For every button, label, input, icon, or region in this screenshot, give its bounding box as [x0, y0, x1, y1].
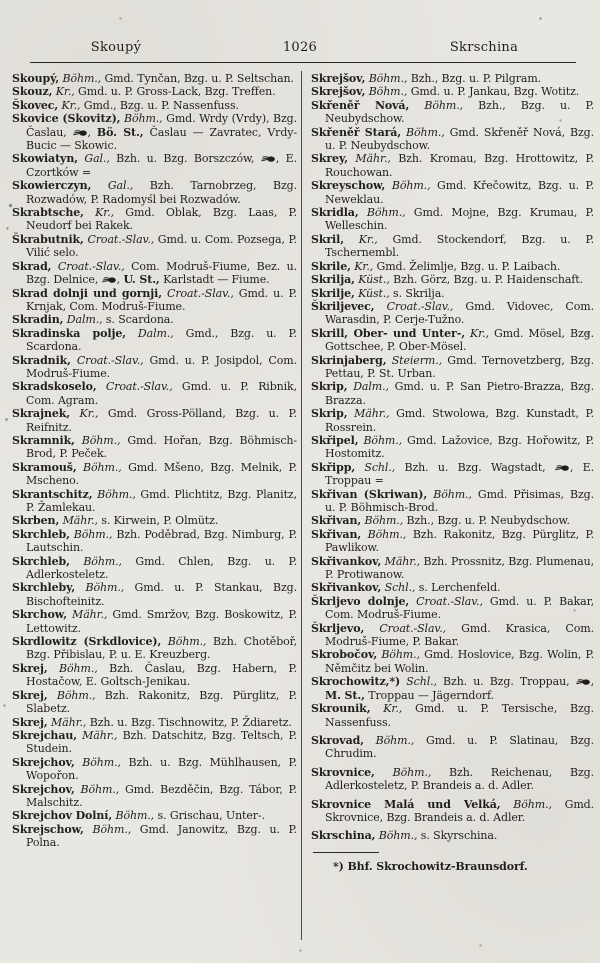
entry: Skreyschow, Böhm., Gmd. Křečowitz, Bzg. u. P. Neweklau. [311, 179, 595, 206]
entry: Skřivan, Böhm., Bzh., Bzg. u. P. Neubydschow. [311, 514, 570, 528]
entry: Skrad dolnji und gornji, Croat.-Slav., Gmd. u. P. Krnjak, Com. Modruš-Fiume. [12, 286, 297, 313]
entry: Skramouš, Böhm., Gmd. Mšeno, Bzg. Melnik, P. Mscheno. [12, 460, 297, 488]
entry: Skřivan (Skriwan), Böhm., Gmd. Přisimas, Bzg. u. P. Böhmisch-Brod. [311, 487, 594, 514]
entry: Skrip, Dalm., Gmd. u. P. San Pietro-Brazza, Bzg. Brazza. [311, 380, 594, 407]
entry: Skradin, Dalm., s. Scardona. [12, 313, 174, 327]
entry: Skrounik, Kr., Gmd. u. P. Tersische, Bzg. Nassenfuss. [311, 702, 594, 729]
entry: Skrej, Böhm., Bzh. Rakonitz, Bzg. Pürglitz, P. Slabetz. [12, 688, 297, 716]
entry: Skrile, Kr., Gmd. Želimlje, Bzg. u. P. Laibach. [311, 259, 561, 273]
entry: Skrajnek, Kr., Gmd. Gross-Pölland, Bzg. u. P. Reifnitz. [12, 407, 297, 434]
right-column [311, 72, 594, 873]
entry: Škrljevo, Croat.-Slav., Gmd. Krasica, Com. Modruš-Fiume, P. Bakar. [311, 621, 594, 649]
entry: Skřeněř Nová, Böhm., Bzh., Bzg. u. P. Neubydschow. [311, 98, 595, 126]
entry: Skřivan, Böhm., Bzh. Rakonitz, Bzg. Pürglitz, P. Pawlikow. [311, 527, 594, 555]
column-divider [301, 71, 302, 940]
entry: Skrad, Croat.-Slav., Com. Modruš-Fiume, Bez. u. Bzg. Delnice, , U. St., Karlstadt — Fiume. [12, 259, 297, 287]
header-rule [30, 62, 576, 63]
entry: Skrejchov, Böhm., Gmd. Bezděčin, Bzg. Tábor, P. Malschitz. [12, 782, 298, 809]
entry: Skrben, Mähr., s. Kirwein, P. Olmütz. [12, 514, 219, 528]
footnote-rule [313, 852, 379, 853]
right-column-entries [311, 72, 594, 843]
entry: Skoupý, Böhm., Gmd. Tynčan, Bzg. u. P. Seltschan. [12, 72, 294, 85]
entry: Skrchleby, Böhm., Gmd. u. P. Stankau, Bzg. Bischofteinitz. [12, 581, 297, 608]
entry: Skřipp, Schl., Bzh. u. Bzg. Wagstadt, , E. Troppau = [311, 460, 595, 488]
railway-station-icon [555, 463, 570, 472]
entry: Škrabutnik, Croat.-Slav., Gmd. u. Com. Pozsega, P. Vilić selo. [12, 232, 297, 260]
railway-station-icon [102, 275, 117, 284]
entry: Skrejšov, Böhm., Bzh., Bzg. u. P. Pilgram. [311, 72, 542, 85]
entry: Skrinjaberg, Steierm., Gmd. Ternovetzberg, Bzg. Pettau, P. St. Urban. [311, 353, 594, 380]
entry: Skrovnice Malá und Velká, Böhm., Gmd. Skrovnice, Bzg. Brandeis a. d. Adler. [311, 797, 594, 824]
entry: Skrschina, Böhm., s. Skyrschina. [311, 829, 498, 843]
entry: Škrljevo dolnje, Croat.-Slav., Gmd. u. P. Bakar, Com. Modruš-Fiume. [311, 594, 594, 622]
entry: Skradinska polje, Dalm., Gmd., Bzg. u. P. Scardona. [12, 326, 297, 354]
entry: Skovice (Skovitz), Böhm., Gmd. Wrdy (Vrdy), Bzg. Časlau, , Bö. St., Časlau — Zavratec, Vrdy-Bucic — Skowic. [12, 112, 298, 153]
entry: Skowiatyn, Gal., Bzh. u. Bzg. Borszczów, , E. Czortków = [12, 152, 297, 179]
header-right-keyword: Skrschina [449, 40, 519, 55]
entry: Skrantschitz, Böhm., Gmd. Plichtitz, Bzg. Planitz, P. Žamlekau. [12, 487, 297, 514]
entry: Skradnik, Croat.-Slav., Gmd. u. P. Josipdol, Com. Modruš-Fiume. [12, 353, 297, 380]
entry: Skrochowitz,*) Schl., Bzh. u. Bzg. Troppau, , M. St., Troppau — Jägerndorf. [311, 675, 594, 702]
entry: Skřivankov, Mähr., Bzh. Prossnitz, Bzg. Plumenau, P. Protiwanow. [311, 554, 594, 582]
entry: Skrchleb, Böhm., Bzh. Poděbrad, Bzg. Nimburg, P. Lautschin. [12, 527, 297, 555]
entry: Skřivankov, Schl., s. Lerchenfeld. [311, 581, 501, 595]
entry: Skrdlowitz (Srkdlovice), Böhm., Bzh. Chotěboř, Bzg. Přibislau, P. u. E. Kreuzberg. [12, 635, 298, 662]
entry: Skrilje, Küst., s. Skrilja. [311, 286, 445, 300]
entry: Skrejchov Dolní, Böhm., s. Grischau, Unter-. [12, 809, 265, 823]
entry: Skrabtsche, Kr., Gmd. Oblak, Bzg. Laas, P. Neudorf bei Rakek. [12, 206, 297, 233]
entry: Skrey, Mähr., Bzh. Kromau, Bzg. Hrottowitz, P. Rouchowan. [311, 152, 595, 179]
entry: Skradskoselo, Croat.-Slav., Gmd. u. P. Ribnik, Com. Agram. [12, 380, 297, 407]
entry: Skrobočov, Böhm., Gmd. Hoslovice, Bzg. Wolin, P. Němčitz bei Wolin. [311, 648, 594, 675]
entry: Škriljevec, Croat.-Slav., Gmd. Vidovec, Com. Warasdin, P. Cerje-Tužno. [311, 299, 594, 327]
header-left-keyword: Skoupý [90, 40, 142, 55]
entry: Skrej, Böhm., Bzh. Časlau, Bzg. Habern, P. Hostačow, E. Goltsch-Jenikau. [12, 661, 297, 689]
entry: Skrejchov, Böhm., Bzh. u. Bzg. Mühlhausen, P. Wopořon. [12, 755, 297, 783]
scan-noise [0, 0, 1, 1]
entry: Skrchleb, Böhm., Gmd. Chlen, Bzg. u. P. Adlerkosteletz. [12, 554, 298, 582]
entry: Skrejschow, Böhm., Gmd. Janowitz, Bzg. u. P. Polna. [12, 822, 297, 850]
entry: Skrchow, Mähr., Gmd. Smržov, Bzg. Boskowitz, P. Lettowitz. [12, 608, 298, 635]
entry: Skril, Kr., Gmd. Stockendorf, Bzg. u. P. Tschernembl. [311, 232, 594, 260]
entry: Skrill, Ober- und Unter-, Kr., Gmd. Mösel, Bzg. Gottschee, P. Ober-Mösel. [311, 326, 594, 354]
footnote-text: *) Bhf. Skrochowitz-Braunsdorf. [333, 859, 528, 873]
entry: Skřipel, Böhm., Gmd. Lažovice, Bzg. Hořowitz, P. Hostomitz. [311, 433, 594, 461]
entry: Skrej, Mähr., Bzh. u. Bzg. Tischnowitz, P. Ždiaretz. [12, 715, 292, 729]
left-column [12, 72, 297, 850]
entry: Skridla, Böhm., Gmd. Mojne, Bzg. Krumau, P. Welleschin. [311, 206, 594, 233]
entry: Skouz, Kr., Gmd. u. P. Gross-Lack, Bzg. Treffen. [12, 85, 276, 99]
entry: Skrilja, Küst., Bzh. Görz, Bzg. u. P. Haidenschaft. [311, 273, 583, 287]
railway-station-icon [73, 128, 88, 137]
entry: Skřeněř Stará, Böhm., Gmd. Skřeněř Nová, Bzg. u. P. Neubydschow. [311, 125, 594, 153]
entry: Skramnik, Böhm., Gmd. Hořan, Bzg. Böhmisch-Brod, P. Peček. [12, 433, 298, 461]
entry: Skrejšov, Böhm., Gmd. u. P. Jankau, Bzg. Wotitz. [311, 85, 580, 99]
entry: Škovec, Kr., Gmd., Bzg. u. P. Nassenfuss. [12, 98, 239, 112]
entry: Skrovnice, Böhm., Bzh. Reichenau, Bzg. Adlerkosteletz, P. Brandeis a. d. Adler. [311, 765, 594, 793]
entry: Skowierczyn, Gal., Bzh. Tarnobrzeg, Bzg. Rozwadów, P. Radomyśl bei Rozwadów. [12, 179, 297, 206]
entry: Skrip, Mähr., Gmd. Stwolowa, Bzg. Kunstadt, P. Rossrein. [311, 407, 594, 434]
page-number: 1026 [282, 40, 318, 55]
entry: Skrejchau, Mähr., Bzh. Datschitz, Bzg. Teltsch, P. Studein. [12, 728, 298, 756]
railway-station-icon [576, 677, 591, 686]
page-header [24, 40, 576, 55]
entry: Skrovad, Böhm., Gmd. u. P. Slatinau, Bzg. Chrudim. [311, 733, 594, 761]
railway-station-icon [261, 154, 276, 163]
